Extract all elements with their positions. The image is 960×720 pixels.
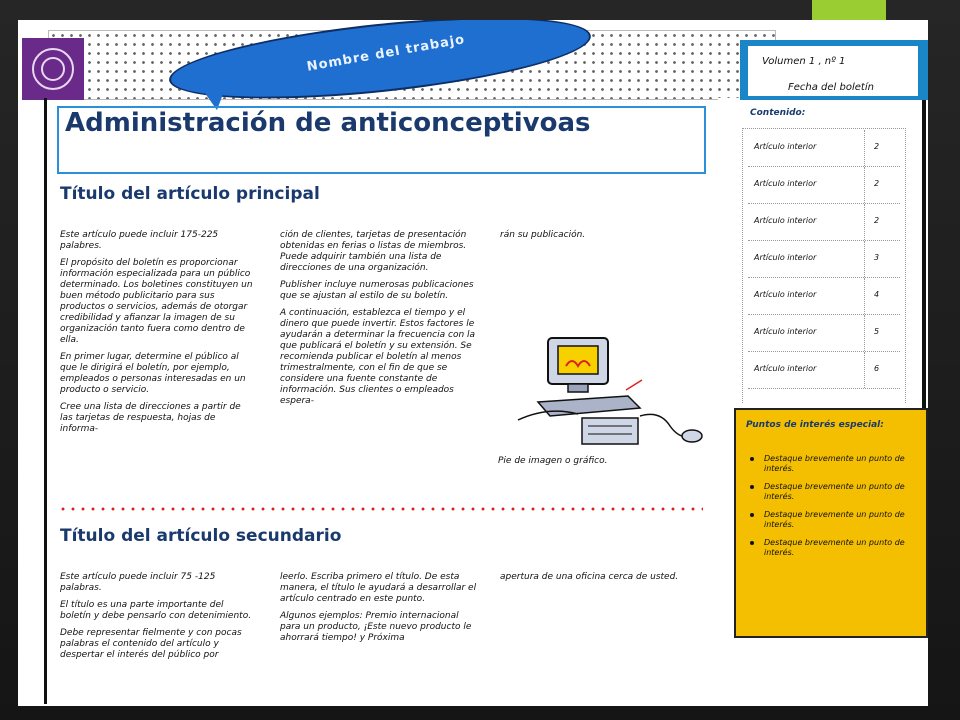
article2-column-3 xyxy=(500,572,700,589)
highlight-item: Destaque brevemente un punto de interés. xyxy=(744,538,916,558)
volume-label: Volumen 1 , nº 1 xyxy=(762,56,846,67)
contents-separator xyxy=(864,130,866,166)
volume-box xyxy=(740,40,928,100)
paragraph: Este artículo puede incluir 175-225 palabres. xyxy=(60,230,219,251)
paragraph: Publisher incluye numerosas publicaciones que se ajustan al estilo de su boletín. xyxy=(280,280,474,301)
highlights-heading: Puntos de interés especial: xyxy=(746,420,884,430)
contents-row-page: 4 xyxy=(874,290,880,299)
contents-row xyxy=(748,241,900,278)
article2-column-1 xyxy=(60,572,256,667)
contents-row-label: Artículo interior xyxy=(754,216,817,225)
newsletter-page xyxy=(18,20,928,706)
contents-heading: Contenido: xyxy=(750,108,806,118)
contents-row xyxy=(748,130,900,167)
main-title: Administración de anticonceptivoas xyxy=(65,108,591,138)
highlights-list xyxy=(744,454,916,566)
article1-column-1 xyxy=(60,230,256,441)
computer-clipart-icon xyxy=(508,330,708,450)
contents-row xyxy=(748,204,900,241)
contents-row xyxy=(748,167,900,204)
contents-separator xyxy=(864,315,866,351)
contents-separator xyxy=(864,204,866,240)
paragraph: El propósito del boletín es proporcionar información especializada para un público determinado. Los boletines constituyen un buen método publicitario para sus productos o servicios, además de otorgar credibilidad y afianzar la imagen de su organización tanto fuera como dentro de ella. xyxy=(60,258,253,345)
seal-logo-icon xyxy=(22,38,84,100)
contents-row-page: 2 xyxy=(874,142,880,151)
red-dotted-divider xyxy=(58,507,703,511)
contents-row-label: Artículo interior xyxy=(754,179,817,188)
contents-row-page: 2 xyxy=(874,216,880,225)
date-label: Fecha del boletín xyxy=(788,82,874,93)
contents-separator xyxy=(864,241,866,277)
contents-row-label: Artículo interior xyxy=(754,290,817,299)
paragraph: apertura de una oficina cerca de usted. xyxy=(500,572,679,582)
contents-row-page: 6 xyxy=(874,364,880,373)
paragraph: leerlo. Escriba primero el título. De esta manera, el título le ayudará a desarrollar el artículo centrado en este punto. xyxy=(280,572,477,604)
contents-row-label: Artículo interior xyxy=(754,364,817,373)
paragraph: En primer lugar, determine el público al que le dirigirá el boletín, por ejemplo, empleados o personas interesadas en un producto o servicio. xyxy=(60,352,246,395)
article-heading-main: Título del artículo principal xyxy=(60,184,320,204)
contents-separator xyxy=(864,278,866,314)
contents-row-page: 5 xyxy=(874,327,880,336)
image-caption: Pie de imagen o gráfico. xyxy=(498,456,608,466)
highlight-item: Destaque brevemente un punto de interés. xyxy=(744,510,916,530)
paragraph: Este artículo puede incluir 75 -125 palabras. xyxy=(60,572,216,593)
contents-row-label: Artículo interior xyxy=(754,253,817,262)
contents-row-label: Artículo interior xyxy=(754,142,817,151)
paragraph: A continuación, establezca el tiempo y el dinero que puede invertir. Estos factores le ayudarán a determinar la frecuencia con la que publicará el boletín y su extensión. Se recomienda publicar el boletín al menos trimestralmente, con el fin de que se considere una fuente constante de información. Sus clientes o empleados espera- xyxy=(280,308,476,406)
contents-row-page: 2 xyxy=(874,179,880,188)
contents-row-page: 3 xyxy=(874,253,880,262)
paragraph: Debe representar fielmente y con pocas palabras el contenido del artículo y despertar el interés del público por xyxy=(60,628,242,660)
highlight-item: Destaque brevemente un punto de interés. xyxy=(744,482,916,502)
banner-label: Nombre del trabajo xyxy=(305,32,467,75)
paragraph: Algunos ejemplos: Premio internacional para un producto, ¡Este nuevo producto le ahorrará tiempo! y Próxima xyxy=(280,611,472,643)
article1-column-3 xyxy=(500,230,700,247)
contents-row xyxy=(748,278,900,315)
contents-row xyxy=(748,352,900,389)
contents-separator xyxy=(864,352,866,388)
paragraph: ción de clientes, tarjetas de presentación obtenidas en ferias o listas de miembros. Puede adquirir también una lista de direcciones de una organización. xyxy=(280,230,467,273)
volume-box-inner xyxy=(748,46,918,96)
contents-table xyxy=(748,130,900,389)
paragraph: Cree una lista de direcciones a partir de las tarjetas de respuesta, hojas de informa- xyxy=(60,402,241,434)
article2-column-2 xyxy=(280,572,480,650)
article1-column-2 xyxy=(280,230,480,413)
contents-separator xyxy=(864,167,866,203)
highlight-item: Destaque brevemente un punto de interés. xyxy=(744,454,916,474)
highlights-box xyxy=(734,408,928,638)
contents-row-label: Artículo interior xyxy=(754,327,817,336)
corner-accent xyxy=(812,0,886,20)
contents-row xyxy=(748,315,900,352)
article-heading-secondary: Título del artículo secundario xyxy=(60,526,342,546)
main-title-box xyxy=(57,106,706,174)
paragraph: rán su publicación. xyxy=(500,230,586,240)
paragraph: El título es una parte importante del boletín y debe pensarlo con detenimiento. xyxy=(60,600,252,621)
